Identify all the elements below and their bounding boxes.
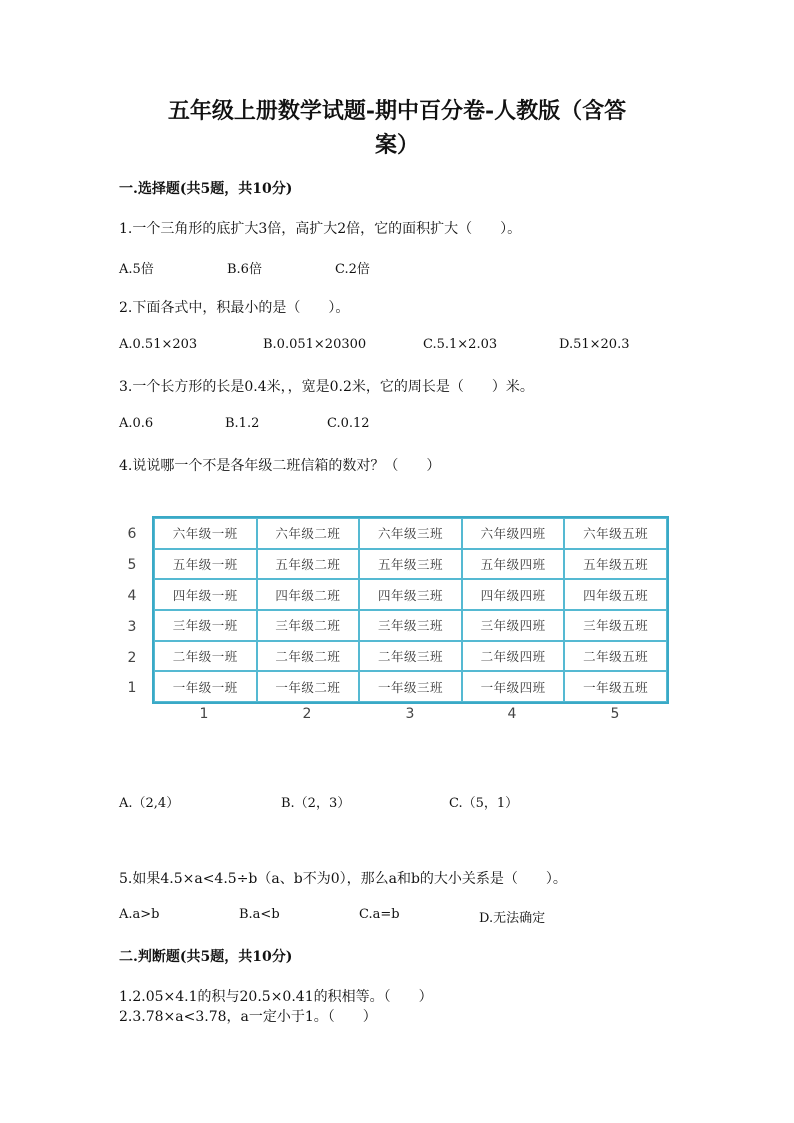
- option-c: C.5.1×2.03: [423, 337, 498, 352]
- mailbox-cell: 二年级五班: [565, 642, 666, 671]
- mailbox-cell: 二年级四班: [463, 642, 564, 671]
- mailbox-cell: 六年级五班: [565, 519, 666, 548]
- option-c: C.2倍: [335, 262, 370, 277]
- option-a: A.0.6: [119, 416, 154, 431]
- x-tick-label: 1: [199, 706, 209, 722]
- mailbox-cell: 一年级四班: [463, 672, 564, 701]
- x-tick-label: 5: [610, 706, 620, 722]
- judge-item-2: 2.3.78×a<3.78，a一定小于1。（ ）: [119, 1009, 377, 1025]
- judge-item-1: 1.2.05×4.1的积与20.5×0.41的积相等。（ ）: [119, 989, 433, 1005]
- option-a: A.（2,4）: [119, 796, 180, 811]
- option-d: D.无法确定: [479, 911, 546, 926]
- option-b: B.6倍: [227, 262, 262, 277]
- mailbox-cell: 一年级二班: [258, 672, 359, 701]
- section-heading-judge: 二.判断题(共5题，共10分): [119, 949, 293, 965]
- mailbox-cell: 三年级二班: [258, 611, 359, 640]
- mailbox-cell: 六年级二班: [258, 519, 359, 548]
- mailbox-cell: 三年级三班: [360, 611, 461, 640]
- question-2-options: [119, 337, 719, 357]
- mailbox-cell: 一年级一班: [155, 672, 256, 701]
- mailbox-cell: 二年级三班: [360, 642, 461, 671]
- y-tick-label: 3: [127, 619, 137, 635]
- y-tick-label: 6: [127, 526, 137, 542]
- option-d: D.51×20.3: [559, 337, 630, 352]
- mailbox-cell: 六年级三班: [360, 519, 461, 548]
- y-tick-label: 2: [127, 650, 137, 666]
- mailbox-grid: [152, 516, 669, 704]
- title-line-2: 案）: [374, 132, 419, 158]
- question-3: 3.一个长方形的长是0.4米，，宽是0.2米，它的周长是（ ）米。: [119, 379, 534, 395]
- y-tick-label: 5: [127, 557, 137, 573]
- mailbox-cell: 二年级一班: [155, 642, 256, 671]
- mailbox-cell: 一年级五班: [565, 672, 666, 701]
- mailbox-cell: 五年级二班: [258, 550, 359, 579]
- y-tick-label: 4: [127, 588, 137, 604]
- mailbox-cell: 三年级一班: [155, 611, 256, 640]
- option-a: A.5倍: [119, 262, 154, 277]
- option-b: B.1.2: [225, 416, 260, 431]
- mailbox-cell: 三年级五班: [565, 611, 666, 640]
- option-b: B.0.051×20300: [263, 337, 367, 352]
- mailbox-cell: 六年级四班: [463, 519, 564, 548]
- option-a: A.a>b: [119, 907, 160, 922]
- mailbox-cell: 六年级一班: [155, 519, 256, 548]
- question-5: 5.如果4.5×a<4.5÷b（a、b不为0），那么a和b的大小关系是（ ）。: [119, 871, 567, 887]
- question-4-options: [119, 792, 719, 812]
- option-c: C.0.12: [327, 416, 370, 431]
- question-4: 4.说说哪一个不是各年级二班信箱的数对？（ ）: [119, 458, 441, 474]
- mailbox-cell: 二年级二班: [258, 642, 359, 671]
- mailbox-cell: 四年级一班: [155, 580, 256, 609]
- y-tick-label: 1: [127, 680, 137, 696]
- option-b: B.（2，3）: [281, 796, 351, 811]
- x-tick-label: 4: [507, 706, 517, 722]
- section-heading-choice: 一.选择题(共5题，共10分): [119, 181, 293, 197]
- option-c: C.a=b: [359, 907, 400, 922]
- question-5-options: [119, 907, 719, 927]
- mailbox-cell: 四年级五班: [565, 580, 666, 609]
- mailbox-cell: 一年级三班: [360, 672, 461, 701]
- mailbox-cell: 四年级三班: [360, 580, 461, 609]
- mailbox-cell: 四年级四班: [463, 580, 564, 609]
- mailbox-cell: 五年级三班: [360, 550, 461, 579]
- title-line-1: 五年级上册数学试题-期中百分卷-人教版（含答: [167, 98, 627, 124]
- option-b: B.a<b: [239, 907, 280, 922]
- page-title: [0, 94, 794, 162]
- option-c: C.（5，1）: [449, 796, 519, 811]
- x-tick-label: 3: [405, 706, 415, 722]
- option-a: A.0.51×203: [119, 337, 198, 352]
- mailbox-cell: 五年级五班: [565, 550, 666, 579]
- question-3-options: [119, 416, 719, 436]
- mailbox-cell: 五年级四班: [463, 550, 564, 579]
- mailbox-cell: 三年级四班: [463, 611, 564, 640]
- mailbox-cell: 四年级二班: [258, 580, 359, 609]
- question-1: 1.一个三角形的底扩大3倍，高扩大2倍，它的面积扩大（ ）。: [119, 221, 522, 237]
- question-1-options: [119, 258, 719, 278]
- mailbox-cell: 五年级一班: [155, 550, 256, 579]
- question-2: 2.下面各式中，积最小的是（ ）。: [119, 300, 350, 316]
- x-tick-label: 2: [302, 706, 312, 722]
